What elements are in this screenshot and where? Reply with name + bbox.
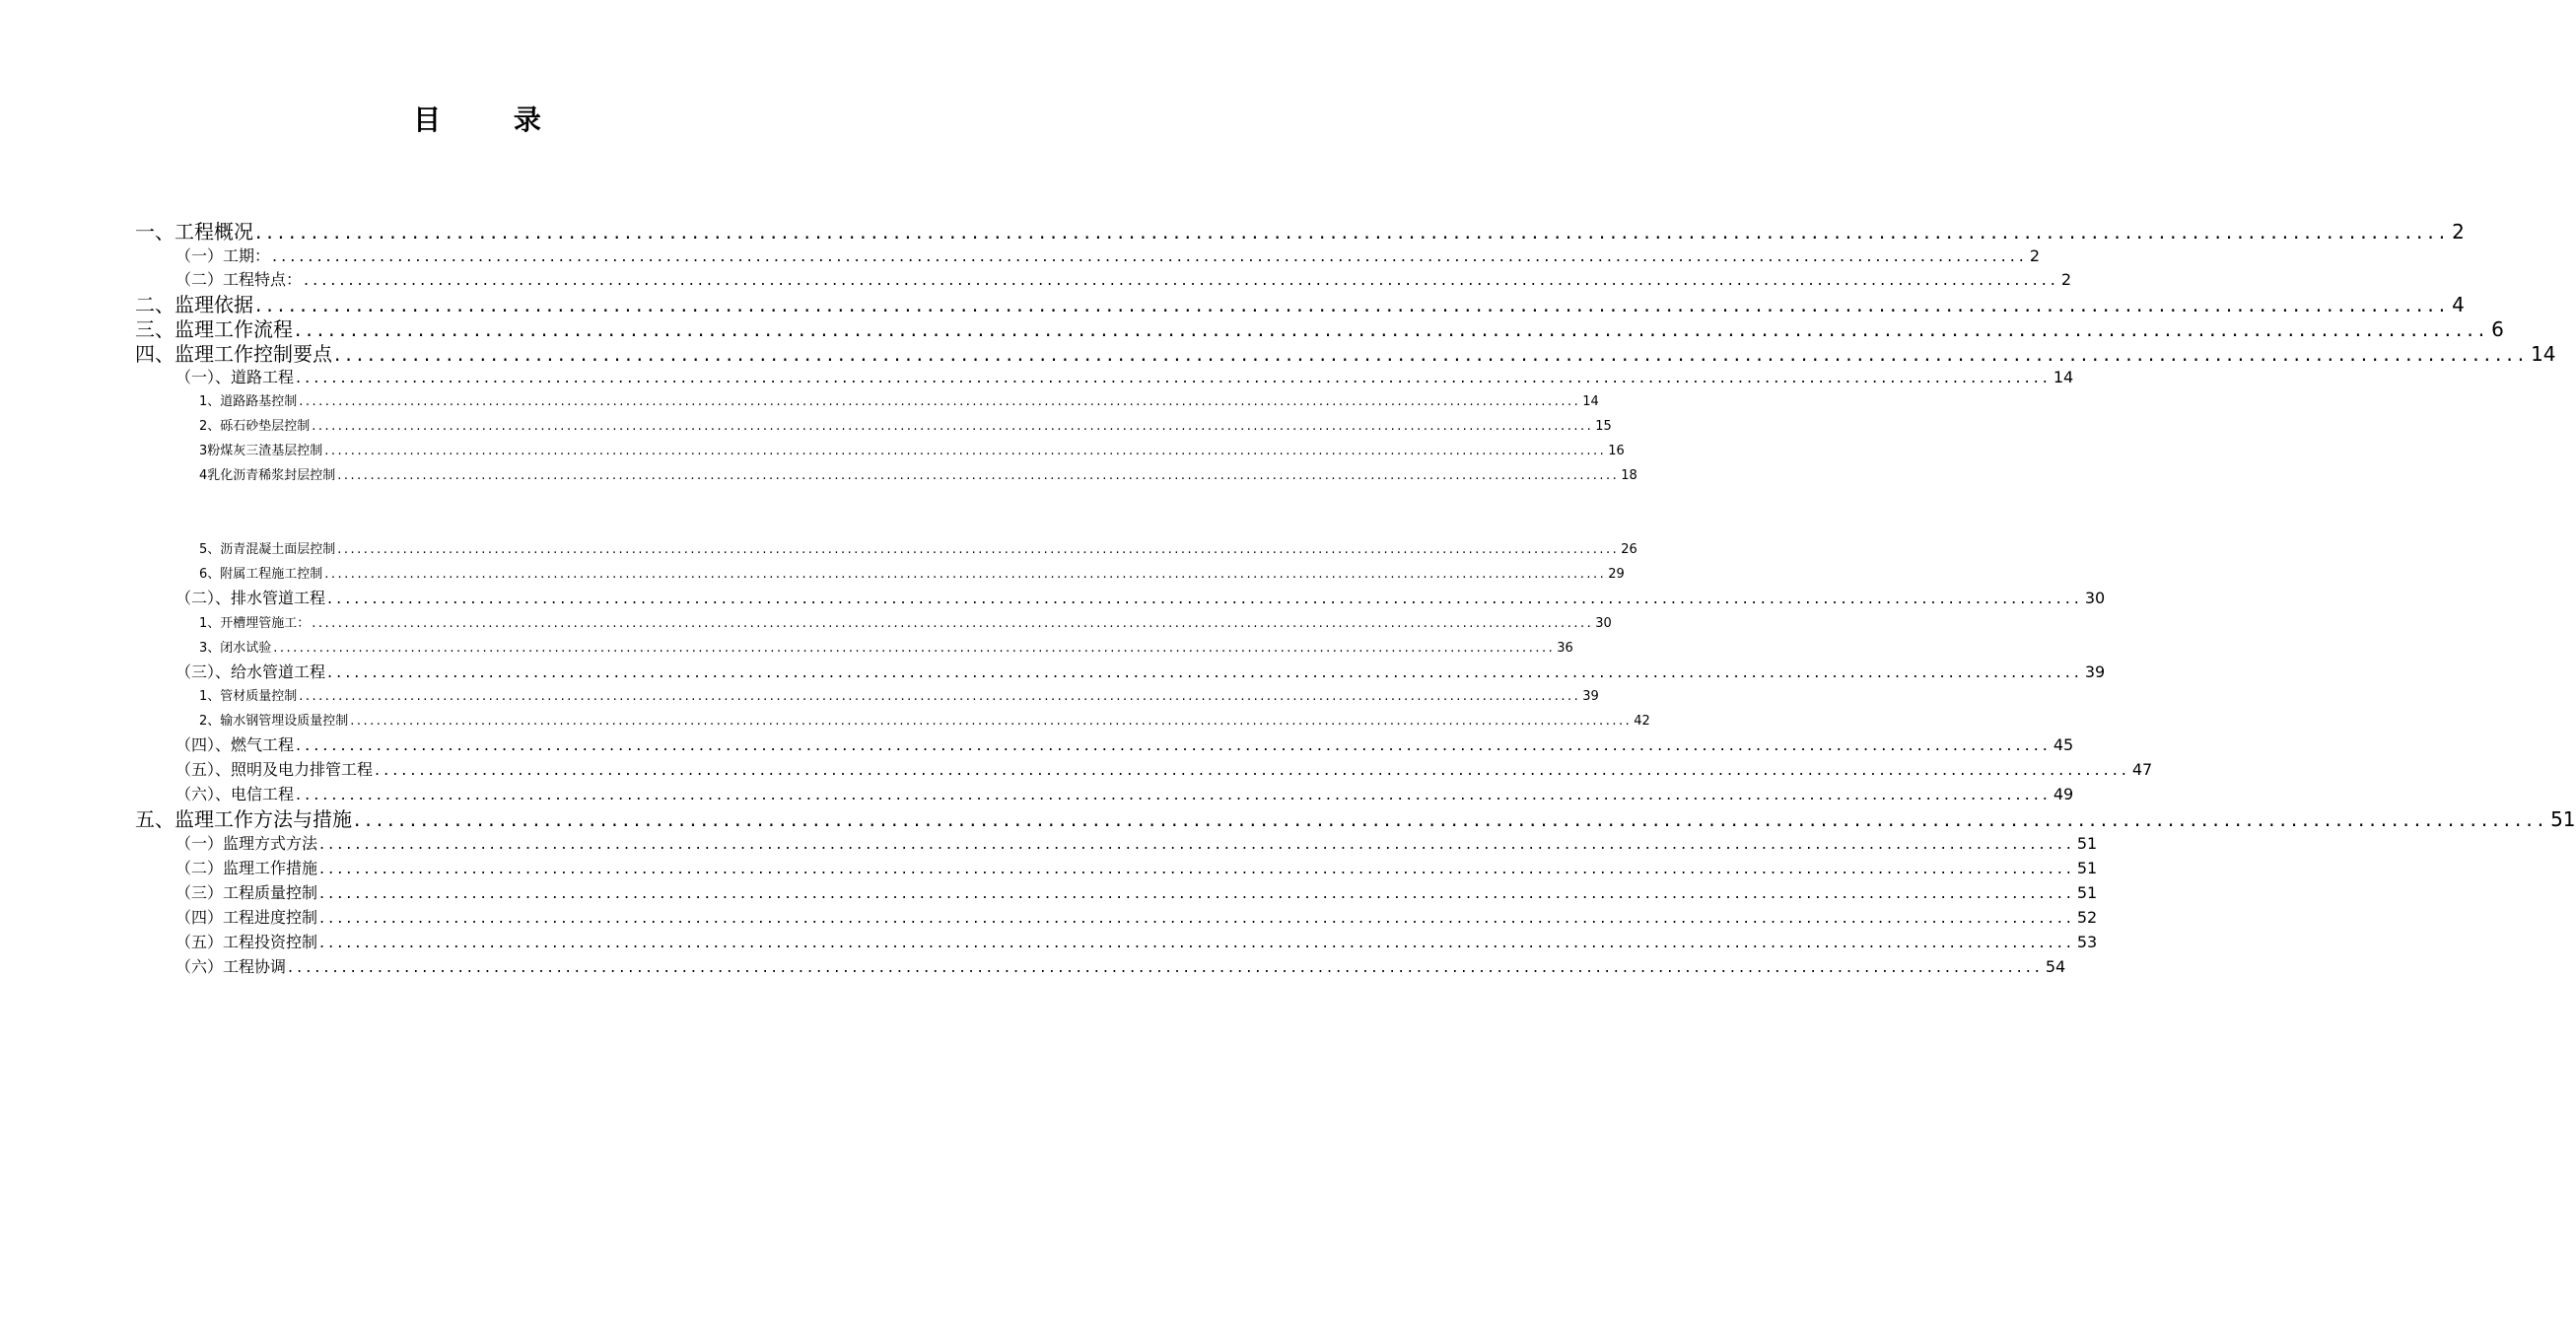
toc-entry[interactable] bbox=[135, 806, 2576, 832]
toc-entry-label: （一）工期： bbox=[175, 246, 271, 265]
toc-entry-label: 3粉煤灰三渣基层控制 bbox=[199, 444, 323, 458]
toc-dot-leader: .................................................................................................................................................................................................... bbox=[319, 933, 2075, 951]
toc-entry-label: 三、监理工作流程 bbox=[135, 317, 293, 341]
toc-entry[interactable] bbox=[175, 932, 2098, 953]
toc-entry-label: 2、砾石砂垫层控制 bbox=[199, 419, 311, 434]
toc-entry[interactable] bbox=[199, 540, 1637, 560]
toc-entry-page: 51 bbox=[2550, 807, 2576, 831]
toc-entry[interactable] bbox=[175, 907, 2098, 929]
toc-entry[interactable] bbox=[135, 219, 2465, 244]
toc-entry-page: 47 bbox=[2131, 760, 2153, 779]
toc-dot-leader: .................................................................................................................................................................................................... bbox=[327, 662, 2083, 681]
toc-dot-leader: .................................................................................................................................................................................................... bbox=[337, 542, 1620, 557]
toc-entry[interactable] bbox=[175, 367, 2074, 388]
toc-dot-leader: .................................................................................................................................................................................................... bbox=[319, 908, 2075, 927]
toc-dot-leader: .................................................................................................................................................................................................... bbox=[327, 589, 2083, 607]
toc-entry-page: 4 bbox=[2452, 293, 2465, 316]
toc-entry-label: 3、闭水试验 bbox=[199, 641, 272, 656]
toc-entry[interactable] bbox=[175, 784, 2074, 805]
toc-dot-leader: .................................................................................................................................................................................................... bbox=[324, 567, 1607, 582]
toc-entry[interactable] bbox=[199, 392, 1599, 412]
toc-entry-page: 26 bbox=[1621, 542, 1637, 557]
toc-entry[interactable] bbox=[175, 759, 2153, 781]
toc-entry-page: 14 bbox=[2053, 368, 2074, 386]
toc-entry[interactable] bbox=[199, 417, 1612, 437]
toc-entry-page: 51 bbox=[2076, 859, 2098, 877]
toc-entry[interactable] bbox=[175, 734, 2074, 756]
toc-entry-label: （四）、燃气工程 bbox=[175, 735, 295, 754]
toc-entry-page: 42 bbox=[1634, 714, 1650, 729]
toc-entry-label: 2、输水钢管埋设质量控制 bbox=[199, 714, 349, 729]
toc-entry-page: 2 bbox=[2060, 270, 2072, 289]
toc-entry-label: （二）监理工作措施 bbox=[175, 859, 318, 877]
toc-entry-page: 18 bbox=[1621, 468, 1637, 483]
toc-entry-page: 54 bbox=[2045, 957, 2066, 976]
toc-entry-page: 39 bbox=[2084, 662, 2106, 681]
toc-dot-leader: .................................................................................................................................................................................................... bbox=[312, 419, 1594, 434]
toc-entry-page: 30 bbox=[1595, 616, 1612, 631]
toc-dot-leader: .................................................................................................................................................................................................... bbox=[273, 641, 1556, 656]
toc-entry-label: 1、管材质量控制 bbox=[199, 689, 298, 704]
toc-entry-label: 5、沥青混凝土面层控制 bbox=[199, 542, 336, 557]
toc-entry-label: 4乳化沥青稀浆封层控制 bbox=[199, 468, 336, 483]
toc-entry-page: 6 bbox=[2491, 317, 2504, 341]
toc-entry[interactable] bbox=[199, 687, 1599, 707]
toc-dot-leader: .................................................................................................................................................................................................... bbox=[296, 785, 2052, 803]
toc-dot-leader: .................................................................................................................................................................................................... bbox=[296, 368, 2052, 386]
toc-entry-label: 二、监理依据 bbox=[135, 293, 253, 316]
toc-entry-page: 49 bbox=[2053, 785, 2074, 803]
toc-entry-page: 15 bbox=[1595, 419, 1612, 434]
toc-entry[interactable] bbox=[175, 662, 2106, 683]
toc-entry-label: （四）工程进度控制 bbox=[175, 908, 318, 927]
toc-dot-leader: .................................................................................................................................................................................................... bbox=[312, 616, 1594, 631]
toc-entry[interactable] bbox=[199, 466, 1637, 486]
toc-entry[interactable] bbox=[175, 858, 2098, 879]
toc-entry-page: 39 bbox=[1582, 689, 1599, 704]
toc-entry-label: 四、监理工作控制要点 bbox=[135, 342, 332, 366]
toc-entry[interactable] bbox=[199, 565, 1625, 585]
toc-dot-leader: .................................................................................................................................................................................................... bbox=[288, 957, 2044, 976]
toc-entry[interactable] bbox=[175, 882, 2098, 904]
toc-dot-leader: .................................................................................................................................................................................................... bbox=[296, 735, 2052, 754]
toc-dot-leader: .................................................................................................................................................................................................... bbox=[337, 468, 1620, 483]
toc-entry-page: 2 bbox=[2029, 246, 2041, 265]
toc-entry-label: 五、监理工作方法与措施 bbox=[135, 807, 352, 831]
toc-entry-page: 45 bbox=[2053, 735, 2074, 754]
toc-entry-label: 1、开槽埋管施工： bbox=[199, 616, 311, 631]
toc-entry-page: 30 bbox=[2084, 589, 2106, 607]
toc-dot-leader: .................................................................................................................................................................................................... bbox=[299, 394, 1581, 409]
toc-dot-leader: .................................................................................................................................................................................................... bbox=[334, 342, 2530, 366]
toc-entry-label: 6、附属工程施工控制 bbox=[199, 567, 323, 582]
toc-dot-leader: .................................................................................................................................................................................................... bbox=[319, 883, 2075, 902]
toc-entry-page: 29 bbox=[1608, 567, 1625, 582]
toc-entry-label: （五）、照明及电力排管工程 bbox=[175, 760, 374, 779]
toc-dot-leader: .................................................................................................................................................................................................... bbox=[319, 859, 2075, 877]
toc-entry-label: （二）工程特点： bbox=[175, 270, 303, 289]
page-title: 目 录 bbox=[413, 104, 573, 136]
toc-entry-label: （六）、电信工程 bbox=[175, 785, 295, 803]
toc-dot-leader: .................................................................................................................................................................................................... bbox=[255, 220, 2451, 244]
toc-entry-page: 51 bbox=[2076, 834, 2098, 853]
toc-dot-leader: .................................................................................................................................................................................................... bbox=[375, 760, 2130, 779]
toc-entry[interactable] bbox=[175, 956, 2066, 978]
toc-entry[interactable] bbox=[175, 269, 2072, 291]
toc-entry-label: 1、道路路基控制 bbox=[199, 394, 298, 409]
toc-entry[interactable] bbox=[199, 712, 1650, 732]
toc-entry[interactable] bbox=[199, 614, 1612, 634]
toc-dot-leader: .................................................................................................................................................................................................... bbox=[324, 444, 1607, 458]
toc-dot-leader: .................................................................................................................................................................................................... bbox=[299, 689, 1581, 704]
toc-entry-label: （一）监理方式方法 bbox=[175, 834, 318, 853]
toc-dot-leader: .................................................................................................................................................................................................... bbox=[319, 834, 2075, 853]
toc-entry[interactable] bbox=[175, 588, 2106, 609]
toc-entry-label: （二）、排水管道工程 bbox=[175, 589, 326, 607]
toc-dot-leader: .................................................................................................................................................................................................... bbox=[304, 270, 2059, 289]
toc-entry-label: （三）工程质量控制 bbox=[175, 883, 318, 902]
toc-dot-leader: .................................................................................................................................................................................................... bbox=[295, 317, 2490, 341]
toc-entry-label: （三）、给水管道工程 bbox=[175, 662, 326, 681]
toc-entry[interactable] bbox=[175, 833, 2098, 855]
toc-entry[interactable] bbox=[175, 245, 2041, 267]
toc-entry-label: （六）工程协调 bbox=[175, 957, 287, 976]
toc-entry-page: 51 bbox=[2076, 883, 2098, 902]
toc-entry-label: （一）、道路工程 bbox=[175, 368, 295, 386]
toc-entry-page: 36 bbox=[1557, 641, 1573, 656]
toc-entry-label: 一、工程概况 bbox=[135, 220, 253, 244]
toc-entry-page: 2 bbox=[2452, 220, 2465, 244]
toc-entry-page: 53 bbox=[2076, 933, 2098, 951]
toc-entry-page: 14 bbox=[2531, 342, 2556, 366]
toc-entry[interactable] bbox=[135, 316, 2504, 342]
toc-dot-leader: .................................................................................................................................................................................................... bbox=[350, 714, 1633, 729]
toc-entry[interactable] bbox=[199, 639, 1573, 659]
toc-dot-leader: .................................................................................................................................................................................................... bbox=[354, 807, 2549, 831]
toc-entry[interactable] bbox=[135, 341, 2556, 367]
toc-dot-leader: .................................................................................................................................................................................................... bbox=[272, 246, 2028, 265]
toc-entry-label: （五）工程投资控制 bbox=[175, 933, 318, 951]
toc-entry[interactable] bbox=[135, 292, 2465, 317]
toc-entry-page: 16 bbox=[1608, 444, 1625, 458]
toc-entry[interactable] bbox=[199, 442, 1625, 461]
toc-dot-leader: .................................................................................................................................................................................................... bbox=[255, 293, 2451, 316]
toc-entry-page: 14 bbox=[1582, 394, 1599, 409]
toc-entry-page: 52 bbox=[2076, 908, 2098, 927]
